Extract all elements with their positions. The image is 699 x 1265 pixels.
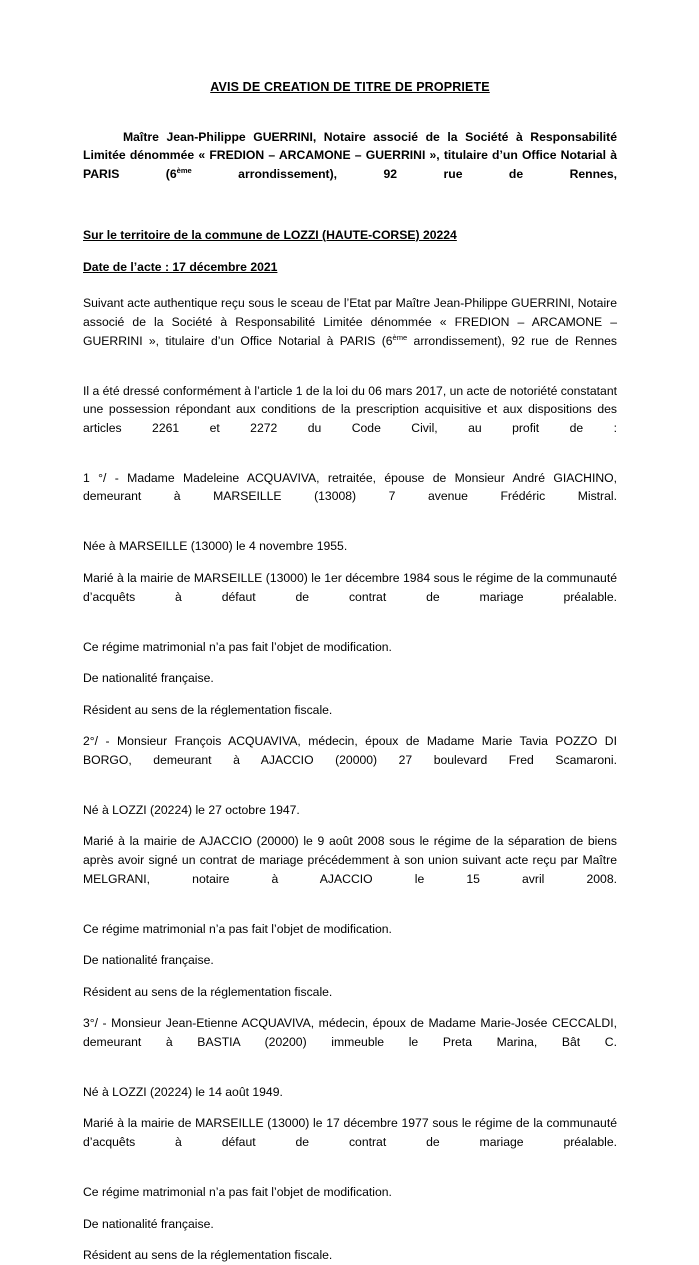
- person-birth: Né à LOZZI (20224) le 14 août 1949.: [83, 1084, 283, 1099]
- person-identity: 3°/ - Monsieur Jean-Etienne ACQUAVIVA, médecin, époux de Madame Marie-Josée CECCALDI, demeurant à BASTIA (20200) immeuble le Preta Marina, Bât C.: [83, 1016, 617, 1049]
- person-birth: Née à MARSEILLE (13000) le 4 novembre 1955.: [83, 539, 348, 554]
- person-nationality: De nationalité française.: [83, 671, 214, 686]
- paragraph-deed: [83, 276, 617, 368]
- person-regime: Ce régime matrimonial n’a pas fait l’objet de modification.: [83, 639, 392, 654]
- deed-text-part1: Suivant acte authentique reçu sous le sceau de l’Etat par Maître Jean-Philippe GUERRINI, Notaire associé de la Société à Responsabilité Limitée dénommée « FREDION – ARCAMONE – GUERRINI », titulaire d’un Office Notarial à PARIS (6: [83, 296, 617, 348]
- intro-paragraph: [83, 128, 617, 202]
- person-residence: Résident au sens de la réglementation fiscale.: [83, 1248, 333, 1263]
- person-regime: Ce régime matrimonial n’a pas fait l’objet de modification.: [83, 1185, 392, 1200]
- person-marriage: Marié à la mairie de MARSEILLE (13000) le 1er décembre 1984 sous le régime de la communauté d’acquêts à défaut de contrat de mariage préalable.: [83, 570, 617, 604]
- person-regime: Ce régime matrimonial n’a pas fait l’objet de modification.: [83, 921, 392, 936]
- person-residence: Résident au sens de la réglementation fiscale.: [83, 984, 333, 999]
- page-title: AVIS DE CREATION DE TITRE DE PROPRIETE: [210, 80, 490, 94]
- intro-superscript: ème: [176, 165, 192, 175]
- document-content: [83, 0, 617, 1265]
- paragraph-law: Il a été dressé conformément à l’article 1 de la loi du 06 mars 2017, un acte de notoriété constatant une possession répondant aux conditions de la prescription acquisitive et aux dispositions des articles 2261 et 2272 du Code Civil, au profit de :: [83, 383, 617, 435]
- person-nationality: De nationalité française.: [83, 1216, 214, 1231]
- person-birth: Né à LOZZI (20224) le 27 octobre 1947.: [83, 802, 300, 817]
- intro-text-part2: arrondissement), 92 rue de Rennes,: [191, 166, 617, 181]
- heading-commune: Sur le territoire de la commune de LOZZI (HAUTE-CORSE) 20224: [83, 227, 457, 242]
- heading-date: Date de l’acte : 17 décembre 2021: [83, 260, 278, 275]
- person-marriage: Marié à la mairie de AJACCIO (20000) le 9 août 2008 sous le régime de la séparation de biens après avoir signé un contrat de mariage précédemment à son union suivant acte reçu par Maître MELGRANI, notaire à AJACCIO le 15 avril 2008.: [83, 834, 617, 886]
- person-nationality: De nationalité française.: [83, 953, 214, 968]
- deed-text-part2: arrondissement), 92 rue de Rennes: [407, 333, 617, 348]
- person-identity: 2°/ - Monsieur François ACQUAVIVA, médecin, époux de Madame Marie Tavia POZZO DI BORGO, demeurant à AJACCIO (20000) 27 boulevard Fred Scamaroni.: [83, 734, 617, 767]
- person-marriage: Marié à la mairie de MARSEILLE (13000) le 17 décembre 1977 sous le régime de la communauté d’acquêts à défaut de contrat de mariage préalable.: [83, 1116, 617, 1149]
- person-residence: Résident au sens de la réglementation fiscale.: [83, 702, 333, 717]
- person-identity: 1 °/ - Madame Madeleine ACQUAVIVA, retraitée, épouse de Monsieur André GIACHINO, demeurant à MARSEILLE (13008) 7 avenue Frédéric Mistral.: [83, 470, 617, 504]
- intro-text-part1: Maître Jean-Philippe GUERRINI, Notaire associé de la Société à Responsabilité Limitée dénommée « FREDION – ARCAMONE – GUERRINI », titulaire d’un Office Notarial à PARIS (6: [83, 129, 617, 181]
- deed-superscript: ème: [392, 332, 408, 342]
